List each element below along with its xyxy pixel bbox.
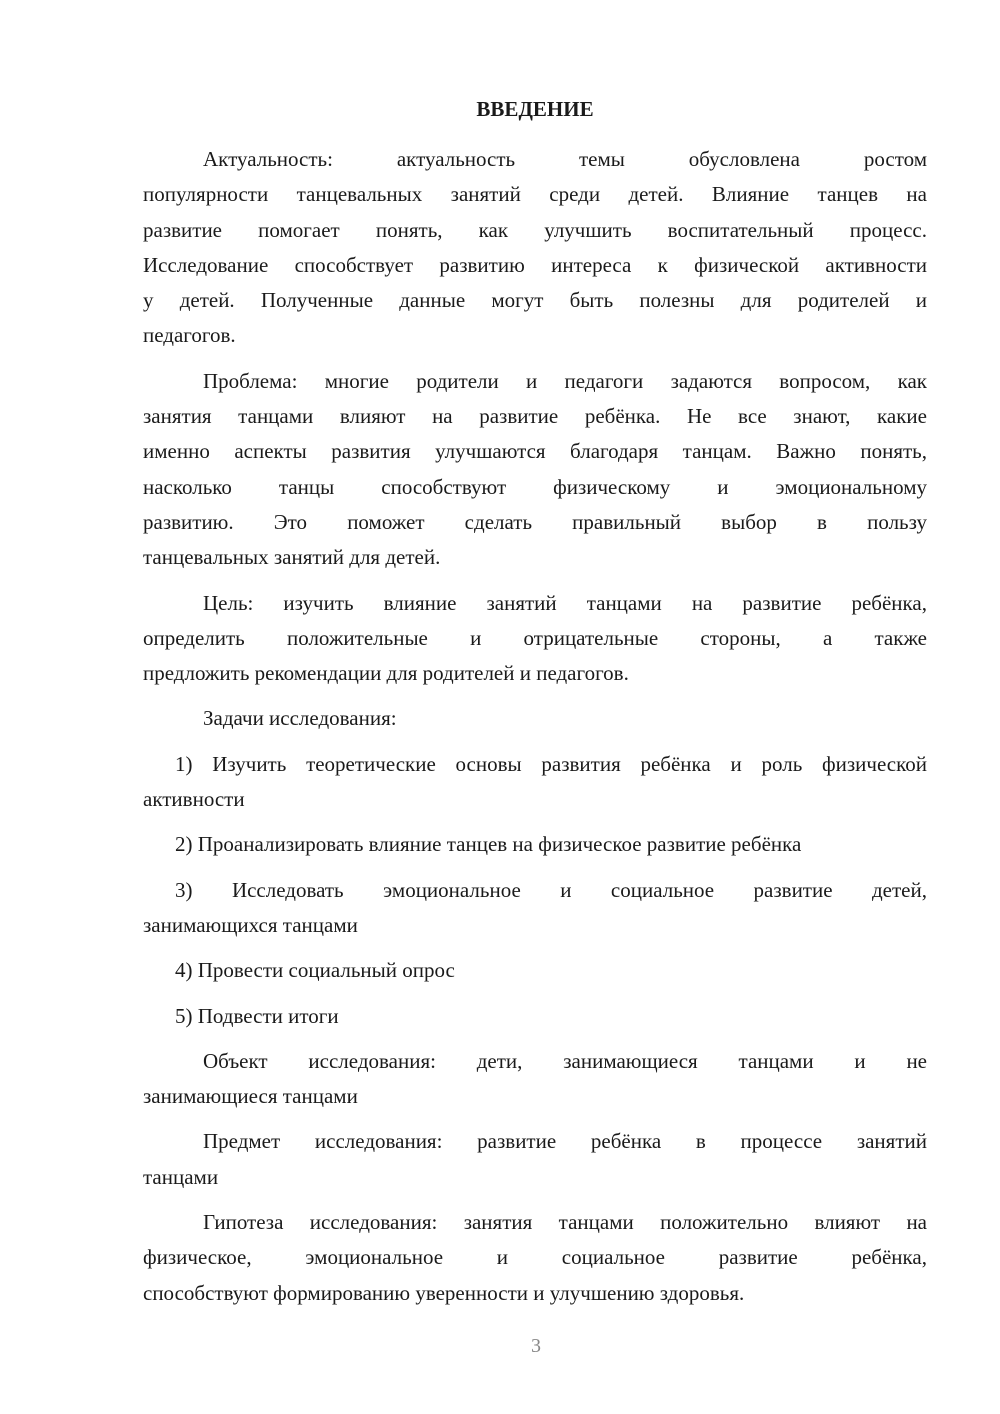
paragraph — [143, 142, 927, 354]
text-line: Задачи исследования: — [203, 706, 397, 731]
text-line: физическое, эмоциональное и социальное развитие ребёнка, — [143, 1245, 927, 1270]
text-line: у детей. Полученные данные могут быть полезны для родителей и — [143, 288, 927, 313]
text-line: занимающихся танцами — [143, 912, 358, 937]
paragraph — [143, 701, 927, 736]
text-line: Цель: изучить влияние занятий танцами на развитие ребёнка, — [203, 590, 927, 615]
section-title: ВВЕДЕНИЕ — [476, 97, 594, 121]
text-line: развитию. Это поможет сделать правильный выбор в пользу — [143, 509, 927, 534]
document-page — [143, 92, 927, 1321]
paragraph — [143, 1124, 927, 1195]
text-line: насколько танцы способствуют физическому и эмоциональному — [143, 474, 927, 499]
text-line: популярности танцевальных занятий среди детей. Влияние танцев на — [143, 182, 927, 207]
text-line: способствуют формированию уверенности и улучшению здоровья. — [143, 1280, 745, 1305]
list-item — [143, 999, 927, 1034]
list-item — [143, 827, 927, 862]
list-item — [143, 873, 927, 944]
text-line: 4) Провести социальный опрос — [175, 958, 455, 983]
text-line: предложить рекомендации для родителей и педагогов. — [143, 661, 629, 686]
text-line: активности — [143, 787, 245, 812]
text-line: Объект исследования: дети, занимающиеся танцами и не — [203, 1048, 927, 1073]
text-line: определить положительные и отрицательные стороны, а также — [143, 625, 927, 650]
text-line: Актуальность: актуальность темы обусловлена ростом — [203, 147, 927, 171]
text-line: Проблема: многие родители и педагоги задаются вопросом, как — [203, 368, 927, 393]
text-line: 2) Проанализировать влияние танцев на физическое развитие ребёнка — [175, 832, 802, 857]
text-line: 3) Исследовать эмоциональное и социальное развитие детей, — [175, 877, 927, 902]
text-line: 1) Изучить теоретические основы развития ребёнка и роль физической — [175, 751, 927, 776]
text-line: именно аспекты развития улучшаются благодаря танцам. Важно понять, — [143, 439, 927, 464]
paragraph — [143, 364, 927, 576]
paragraph — [143, 1044, 927, 1115]
text-line: Предмет исследования: развитие ребёнка в процессе занятий — [203, 1129, 927, 1154]
paragraph — [143, 586, 927, 692]
paragraph — [143, 1205, 927, 1311]
text-line: танцевальных занятий для детей. — [143, 545, 441, 570]
text-line: занятия танцами влияют на развитие ребёнка. Не все знают, какие — [143, 404, 927, 429]
list-item — [143, 747, 927, 818]
text-line: 5) Подвести итоги — [175, 1003, 339, 1028]
page-number: 3 — [531, 1335, 541, 1357]
list-item — [143, 953, 927, 988]
text-line: Гипотеза исследования: занятия танцами положительно влияют на — [203, 1210, 927, 1235]
text-line: Исследование способствует развитию интереса к физической активности — [143, 252, 927, 277]
text-line: педагогов. — [143, 323, 236, 348]
text-line: танцами — [143, 1164, 219, 1189]
text-line: занимающиеся танцами — [143, 1084, 358, 1109]
document-body — [143, 142, 927, 1311]
text-line: развитие помогает понять, как улучшить воспитательный процесс. — [143, 217, 927, 242]
